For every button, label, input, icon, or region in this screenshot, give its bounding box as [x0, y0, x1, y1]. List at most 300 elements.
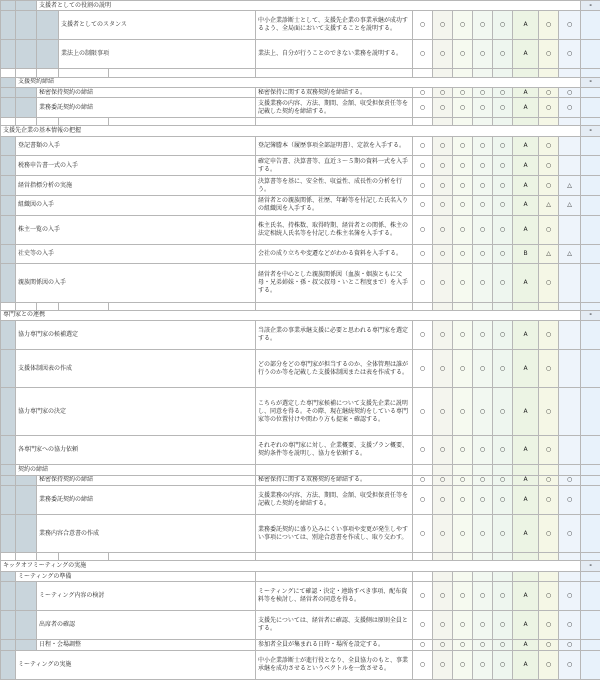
indent-cell	[16, 611, 37, 640]
mark-cell: ○	[453, 40, 473, 69]
indent-cell	[1, 11, 16, 40]
task-row[interactable]	[1, 475, 600, 485]
mark-cell: ○	[493, 640, 513, 650]
mark-cell: ○	[413, 388, 433, 436]
indent-cell	[1, 195, 16, 215]
indent-cell	[1, 611, 16, 640]
mark-cell	[559, 156, 581, 176]
mark-cell: ○	[539, 611, 559, 640]
blank-cell	[581, 465, 600, 475]
task-row[interactable]	[1, 244, 600, 264]
mark-cell: ○	[493, 176, 513, 196]
mark-cell	[493, 465, 513, 475]
mark-cell: ○	[493, 321, 513, 350]
mark-cell: ○	[539, 436, 559, 465]
mark-cell	[559, 264, 581, 302]
task-row[interactable]	[1, 156, 600, 176]
mark-cell	[559, 465, 581, 475]
mark-cell: △	[559, 176, 581, 196]
mark-cell: A	[513, 98, 539, 118]
task-description: 会社の成り立ちや変遷などがわかる資料を入手する。	[256, 244, 413, 264]
task-label: 経営指標分析の実施	[16, 176, 256, 196]
mark-cell: ○	[433, 11, 453, 40]
mark-cell	[559, 571, 581, 581]
mark-cell: ○	[473, 156, 493, 176]
table-body	[1, 1, 600, 680]
task-description: 中小企業診断士として、支援先企業の事業承継が成功するよう、全局面において支援することを説明する。	[256, 11, 413, 40]
indent-cell	[1, 465, 16, 475]
mark-cell: ○	[453, 176, 473, 196]
indent-cell	[1, 77, 16, 87]
mark-cell: ○	[433, 350, 453, 388]
mark-cell: △	[539, 195, 559, 215]
spacer-row	[1, 69, 600, 77]
indent-cell	[1, 88, 16, 98]
mark-cell: ○	[559, 485, 581, 514]
task-row[interactable]	[1, 650, 600, 679]
task-description: ミーティングにて確認・決定・連絡すべき事項、配布資料等を検討し、経営者の同意を得る。	[256, 582, 413, 611]
task-description: 決算書等を基に、安全性、収益性、成長性の分析を行う。	[256, 176, 413, 196]
task-description: 経営者との親族関係、社歴、年齢等を付記した氏名入りの組織図を入手する。	[256, 195, 413, 215]
mark-cell: ○	[433, 436, 453, 465]
mark-cell: A	[513, 156, 539, 176]
section-title: 専門家との連携	[1, 310, 581, 320]
indent-cell	[16, 88, 37, 98]
mark-cell: ○	[413, 485, 433, 514]
task-row[interactable]	[1, 611, 600, 640]
mark-cell	[559, 436, 581, 465]
mark-cell: ○	[473, 640, 493, 650]
mark-cell: ○	[493, 156, 513, 176]
indent-cell	[1, 98, 16, 118]
task-row[interactable]	[1, 88, 600, 98]
mark-cell: A	[513, 650, 539, 679]
mark-cell: A	[513, 11, 539, 40]
task-row[interactable]	[1, 136, 600, 156]
section-header-row[interactable]	[1, 77, 600, 87]
indent-cell	[1, 321, 16, 350]
task-label: 親族関係図の入手	[16, 264, 256, 302]
mark-cell: ○	[539, 485, 559, 514]
task-row[interactable]	[1, 436, 600, 465]
mark-cell: ○	[433, 244, 453, 264]
task-label: 協力専門家の決定	[16, 388, 256, 436]
mark-cell: ○	[493, 136, 513, 156]
mark-cell: A	[513, 40, 539, 69]
mark-cell: A	[513, 582, 539, 611]
mark-cell: ○	[413, 514, 433, 552]
mark-cell: A	[513, 611, 539, 640]
task-row[interactable]	[1, 582, 600, 611]
mark-cell: A	[513, 264, 539, 302]
mark-cell: ○	[539, 321, 559, 350]
mark-cell	[513, 571, 539, 581]
section-title: 支援先企業の基本情報の把握	[1, 126, 581, 136]
mark-cell	[559, 388, 581, 436]
task-row[interactable]	[1, 11, 600, 40]
mark-cell: ○	[493, 40, 513, 69]
mark-cell: ○	[539, 156, 559, 176]
mark-cell: ○	[413, 582, 433, 611]
mark-cell: ○	[453, 514, 473, 552]
mark-cell: ○	[493, 436, 513, 465]
indent-cell	[1, 571, 16, 581]
mark-cell: ○	[473, 350, 493, 388]
mark-cell: ○	[473, 582, 493, 611]
mark-cell: ○	[453, 321, 473, 350]
mark-cell: ○	[493, 611, 513, 640]
mark-cell: ○	[559, 475, 581, 485]
mark-cell	[559, 321, 581, 350]
mark-cell: ○	[453, 215, 473, 244]
indent-cell	[1, 176, 16, 196]
mark-cell: ○	[413, 98, 433, 118]
indent-cell	[1, 436, 16, 465]
indent-cell	[1, 136, 16, 156]
mark-cell: A	[513, 88, 539, 98]
task-description: 秘密保持に関する双務契約を締結する。	[256, 475, 413, 485]
indent-cell	[16, 40, 37, 69]
collapse-toggle[interactable]: -	[581, 77, 600, 87]
task-description: どの部分をどの専門家が担当するのか、全体管理は誰が行うのか等を記載した支援体制図または表を作成する。	[256, 350, 413, 388]
mark-cell	[453, 465, 473, 475]
mark-cell: A	[513, 136, 539, 156]
indent-cell	[16, 1, 37, 11]
mark-cell: ○	[413, 195, 433, 215]
task-label: 日程・会場調整	[37, 640, 256, 650]
task-description: 秘密保持に関する双務契約を締結する。	[256, 88, 413, 98]
indent-cell	[1, 1, 16, 11]
mark-cell: ○	[453, 244, 473, 264]
indent-cell	[1, 215, 16, 244]
task-description: 登記簿謄本（履歴事項全部証明書）、定款を入手する。	[256, 136, 413, 156]
indent-cell	[16, 640, 37, 650]
blank-cell	[581, 176, 600, 196]
mark-cell: ○	[413, 436, 433, 465]
mark-cell: ○	[433, 156, 453, 176]
mark-cell: ○	[559, 88, 581, 98]
mark-cell: ○	[433, 485, 453, 514]
blank-cell	[581, 475, 600, 485]
mark-cell: ○	[493, 582, 513, 611]
mark-cell	[473, 571, 493, 581]
indent-cell	[16, 485, 37, 514]
mark-cell: ○	[453, 11, 473, 40]
mark-cell: ○	[433, 611, 453, 640]
mark-cell: ○	[559, 611, 581, 640]
section-header-row[interactable]	[1, 1, 600, 11]
task-description: 支援先については、経営者に確認、支援側は原則全員とする。	[256, 611, 413, 640]
section-title: キックオフミーティングの実施	[1, 561, 581, 571]
mark-cell: A	[513, 321, 539, 350]
mark-cell: ○	[559, 640, 581, 650]
mark-cell: ○	[559, 98, 581, 118]
mark-cell	[413, 571, 433, 581]
blank-cell	[581, 321, 600, 350]
mark-cell: ○	[559, 11, 581, 40]
mark-cell: ○	[433, 264, 453, 302]
mark-cell: ○	[539, 40, 559, 69]
indent-cell	[1, 514, 16, 552]
mark-cell: ○	[413, 11, 433, 40]
mark-cell: ○	[493, 244, 513, 264]
mark-cell: ○	[413, 475, 433, 485]
mark-cell: ○	[413, 40, 433, 69]
task-row[interactable]	[1, 195, 600, 215]
mark-cell	[433, 465, 453, 475]
mark-cell: ○	[473, 611, 493, 640]
mark-cell: ○	[413, 611, 433, 640]
indent-cell	[1, 582, 16, 611]
mark-cell: ○	[539, 215, 559, 244]
mark-cell	[413, 465, 433, 475]
blank-cell	[581, 611, 600, 640]
mark-cell: ○	[493, 475, 513, 485]
task-row[interactable]	[1, 388, 600, 436]
task-label: 登記書類の入手	[16, 136, 256, 156]
task-row[interactable]	[1, 485, 600, 514]
task-description: 確定申告書、決算書等、直近３～５期の資料一式を入手する。	[256, 156, 413, 176]
blank-cell	[581, 514, 600, 552]
mark-cell: ○	[539, 136, 559, 156]
mark-cell: ○	[493, 88, 513, 98]
blank-cell	[581, 215, 600, 244]
collapse-toggle[interactable]: -	[581, 126, 600, 136]
mark-cell: ○	[473, 11, 493, 40]
spacer-row	[1, 302, 600, 310]
blank-cell	[581, 650, 600, 679]
mark-cell: ○	[453, 136, 473, 156]
section-header-row[interactable]	[1, 310, 600, 320]
mark-cell: ○	[539, 350, 559, 388]
section-header-row[interactable]	[1, 561, 600, 571]
mark-cell: ○	[453, 195, 473, 215]
mark-cell: ○	[453, 156, 473, 176]
section-header-row[interactable]	[1, 126, 600, 136]
mark-cell: ○	[473, 388, 493, 436]
mark-cell: ○	[433, 195, 453, 215]
mark-cell: ○	[453, 88, 473, 98]
mark-cell: A	[513, 176, 539, 196]
task-description: 当該企業の事業承継支援に必要と思われる専門家を選定する。	[256, 321, 413, 350]
indent-cell	[37, 40, 59, 69]
task-row[interactable]	[1, 571, 600, 581]
indent-cell	[1, 650, 16, 679]
mark-cell: ○	[493, 195, 513, 215]
mark-cell: ○	[413, 215, 433, 244]
spacer-row	[1, 553, 600, 561]
mark-cell: ○	[559, 40, 581, 69]
task-row[interactable]	[1, 321, 600, 350]
task-description: 業務委託契約に盛り込みにくい事項や変更が発生しやすい事項については、別途合意書を作成し、取り交わす。	[256, 514, 413, 552]
mark-cell: ○	[453, 388, 473, 436]
mark-cell: ○	[413, 176, 433, 196]
task-description: 経営者を中心とした親族関係図（血族・姻族ともに父母・兄弟姉妹・孫・叔父叔母・いとこ程度まで）を入手する。	[256, 264, 413, 302]
mark-cell: ○	[539, 582, 559, 611]
task-label: 出席者の確認	[37, 611, 256, 640]
task-description: 業法上、自分が行うことのできない業務を説明する。	[256, 40, 413, 69]
blank-cell	[581, 195, 600, 215]
task-label: 業務委託契約の締結	[37, 485, 256, 514]
section-title: 支援者としての役割の説明	[37, 1, 581, 11]
mark-cell: ○	[493, 485, 513, 514]
blank-cell	[581, 88, 600, 98]
blank-cell	[581, 136, 600, 156]
indent-cell	[1, 350, 16, 388]
task-description: 参加者全員が集まれる日時・場所を設定する。	[256, 640, 413, 650]
task-row[interactable]	[1, 514, 600, 552]
mark-cell: ○	[473, 264, 493, 302]
indent-cell	[16, 475, 37, 485]
mark-cell: ○	[473, 176, 493, 196]
mark-cell: ○	[493, 514, 513, 552]
task-row[interactable]	[1, 465, 600, 475]
collapse-toggle[interactable]: -	[581, 310, 600, 320]
mark-cell: ○	[493, 350, 513, 388]
mark-cell: ○	[413, 650, 433, 679]
mark-cell: ○	[433, 582, 453, 611]
task-description: 支援業務の内容、方法、期間、金額、収受担保責任等を記載した契約を締結する。	[256, 485, 413, 514]
mark-cell: ○	[539, 11, 559, 40]
mark-cell: ○	[473, 136, 493, 156]
mark-cell: ○	[559, 582, 581, 611]
task-description	[256, 465, 413, 475]
mark-cell: A	[513, 388, 539, 436]
task-label: 協力専門家の候補選定	[16, 321, 256, 350]
indent-cell	[16, 582, 37, 611]
task-label: 秘密保持契約の締結	[37, 88, 256, 98]
mark-cell: ○	[493, 11, 513, 40]
blank-cell	[581, 156, 600, 176]
task-row[interactable]	[1, 350, 600, 388]
indent-cell	[1, 388, 16, 436]
mark-cell: ○	[433, 475, 453, 485]
task-description: こちらが選定した専門家候補について支援先企業に説明し、同意を得る。その際、現在継続契約をしている専門家等の位置付けや関わり方も提案・確認する。	[256, 388, 413, 436]
mark-cell: A	[513, 475, 539, 485]
mark-cell: B	[513, 244, 539, 264]
mark-cell: A	[513, 514, 539, 552]
mark-cell	[559, 350, 581, 388]
task-description: それぞれの専門家に対し、企業概要、支援プラン概要、契約条件等を説明し、協力を依頼する。	[256, 436, 413, 465]
mark-cell: ○	[493, 98, 513, 118]
blank-cell	[581, 264, 600, 302]
mark-cell: ○	[539, 650, 559, 679]
task-label: ミーティング内容の検討	[37, 582, 256, 611]
collapse-toggle[interactable]: -	[581, 561, 600, 571]
mark-cell: ○	[433, 514, 453, 552]
mark-cell: ○	[453, 611, 473, 640]
mark-cell	[559, 136, 581, 156]
mark-cell: ○	[473, 40, 493, 69]
blank-cell	[581, 98, 600, 118]
task-label: 契約の締結	[16, 465, 256, 475]
blank-cell	[581, 388, 600, 436]
task-row[interactable]	[1, 98, 600, 118]
task-row[interactable]	[1, 40, 600, 69]
mark-cell	[453, 571, 473, 581]
task-description: 株主氏名、持株数、取得時期、経営者との関係、株主の法定相続人氏名等を付記した株主名簿を入手する。	[256, 215, 413, 244]
mark-cell: ○	[473, 321, 493, 350]
task-label: 支援体制図表の作成	[16, 350, 256, 388]
mark-cell: ○	[413, 640, 433, 650]
mark-cell: ○	[453, 98, 473, 118]
mark-cell	[539, 571, 559, 581]
task-label: 各専門家への協力依頼	[16, 436, 256, 465]
mark-cell: ○	[453, 475, 473, 485]
mark-cell: ○	[473, 514, 493, 552]
task-label: 組織図の入手	[16, 195, 256, 215]
mark-cell: ○	[453, 350, 473, 388]
task-row[interactable]	[1, 264, 600, 302]
indent-cell	[1, 485, 16, 514]
mark-cell: ○	[453, 485, 473, 514]
task-label: 社史等の入手	[16, 244, 256, 264]
spacer-row	[1, 118, 600, 126]
blank-cell	[581, 485, 600, 514]
mark-cell: A	[513, 640, 539, 650]
mark-cell: ○	[453, 640, 473, 650]
indent-cell	[16, 98, 37, 118]
mark-cell: ○	[493, 388, 513, 436]
mark-cell: ○	[433, 321, 453, 350]
mark-cell	[433, 571, 453, 581]
collapse-toggle[interactable]: -	[581, 1, 600, 11]
mark-cell: ○	[433, 88, 453, 98]
mark-cell: A	[513, 350, 539, 388]
mark-cell	[513, 465, 539, 475]
mark-cell: △	[559, 244, 581, 264]
mark-cell: ○	[433, 650, 453, 679]
blank-cell	[581, 640, 600, 650]
mark-cell: ○	[539, 264, 559, 302]
task-description: 支援業務の内容、方法、期間、金額、収受担保責任等を記載した契約を締結する。	[256, 98, 413, 118]
blank-cell	[581, 244, 600, 264]
mark-cell: ○	[473, 436, 493, 465]
mark-cell: ○	[559, 650, 581, 679]
task-row[interactable]	[1, 640, 600, 650]
mark-cell: ○	[413, 321, 433, 350]
mark-cell: ○	[433, 98, 453, 118]
mark-cell	[493, 571, 513, 581]
mark-cell: ○	[539, 475, 559, 485]
mark-cell: A	[513, 436, 539, 465]
mark-cell: ○	[539, 514, 559, 552]
mark-cell: ○	[433, 136, 453, 156]
mark-cell: ○	[473, 485, 493, 514]
mark-cell: ○	[413, 264, 433, 302]
mark-cell: ○	[413, 156, 433, 176]
task-label: 業務内容合意書の作成	[37, 514, 256, 552]
mark-cell: ○	[413, 88, 433, 98]
mark-cell: ○	[453, 264, 473, 302]
task-row[interactable]	[1, 176, 600, 196]
blank-cell	[581, 350, 600, 388]
mark-cell: ○	[453, 436, 473, 465]
mark-cell: ○	[433, 215, 453, 244]
indent-cell	[37, 11, 59, 40]
blank-cell	[581, 40, 600, 69]
task-label: 税務申告書一式の入手	[16, 156, 256, 176]
mark-cell: ○	[493, 650, 513, 679]
indent-cell	[1, 264, 16, 302]
task-description: 中小企業診断士が進行役となり、全員協力のもと、事業承継を成功させるというベクトルを一致させる。	[256, 650, 413, 679]
mark-cell: ○	[539, 176, 559, 196]
indent-cell	[1, 156, 16, 176]
mark-cell	[559, 215, 581, 244]
task-row[interactable]	[1, 215, 600, 244]
indent-cell	[1, 40, 16, 69]
indent-cell	[16, 514, 37, 552]
